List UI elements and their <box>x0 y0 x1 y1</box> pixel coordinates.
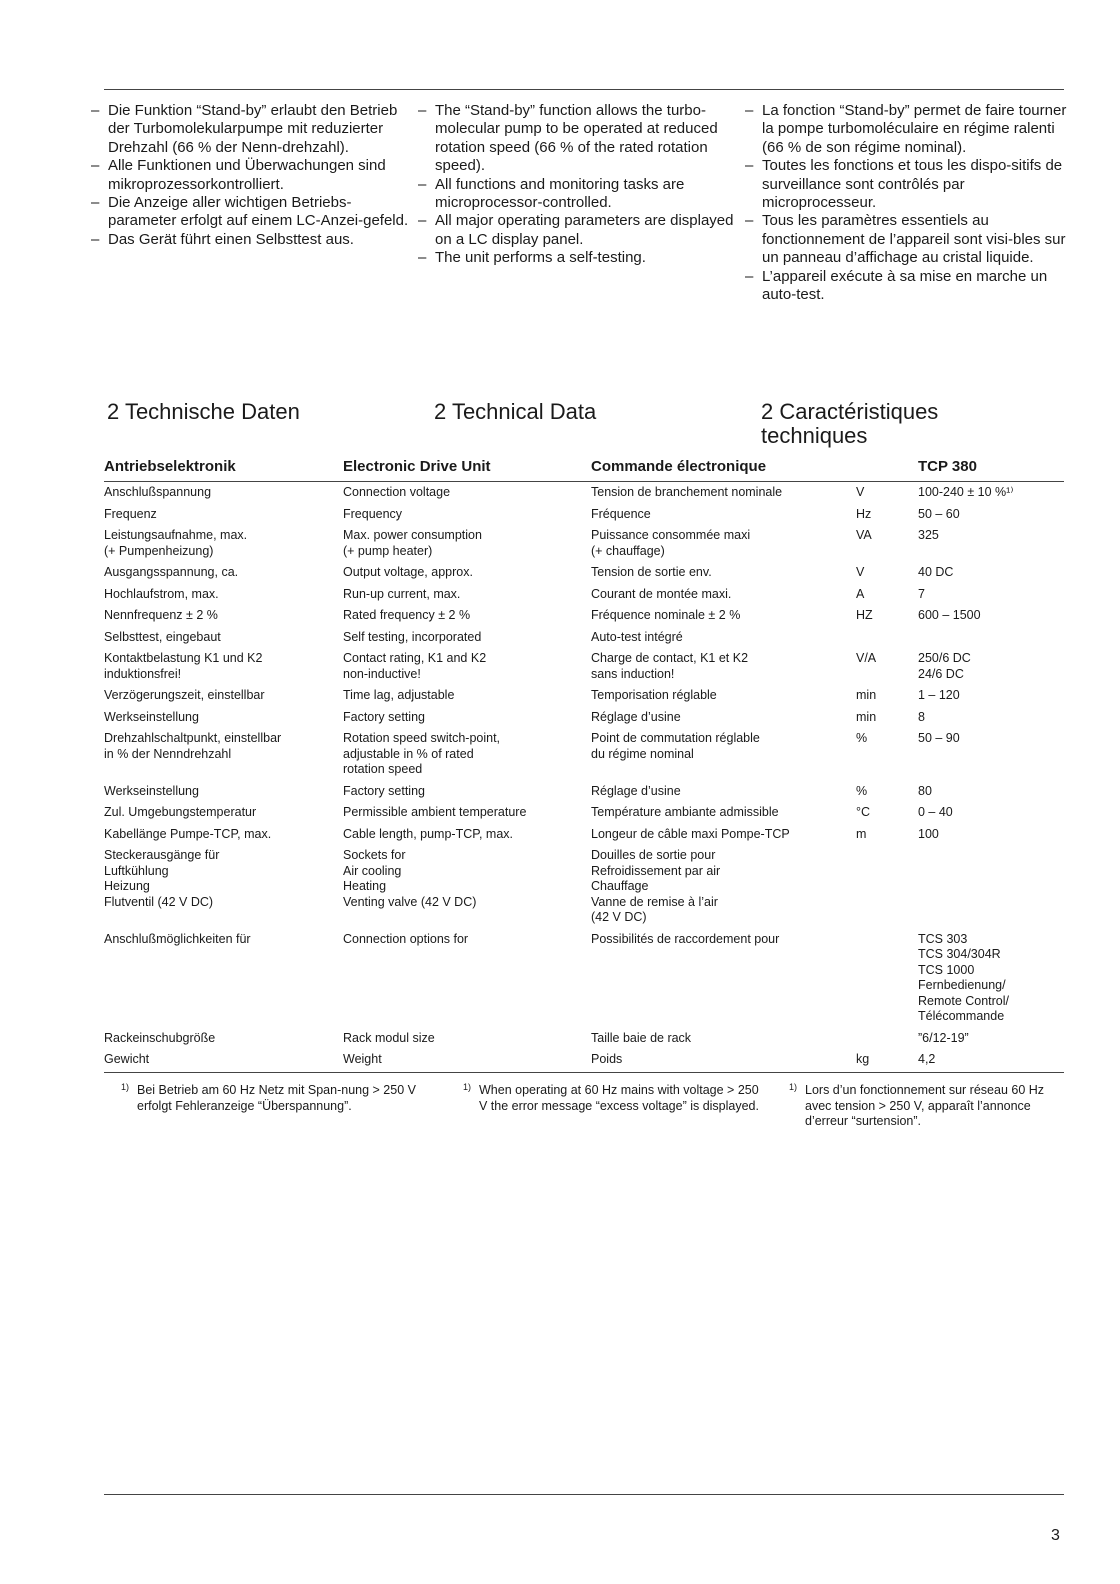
top-rule <box>104 89 1064 90</box>
cell-german: Kontaktbelastung K1 und K2 induktionsfrei! <box>104 651 263 681</box>
cell-unit: min <box>856 709 877 724</box>
bullet-text: All major operating parameters are displayed on a LC display panel. <box>435 212 734 248</box>
cell-value: 80 <box>918 783 932 798</box>
cell-unit: V <box>856 565 865 579</box>
technical-data-table <box>104 456 1064 1073</box>
cell-unit <box>856 627 918 649</box>
table-row <box>104 482 1064 504</box>
cell-unit: A <box>856 586 865 601</box>
cell-unit <box>856 1028 918 1050</box>
cell-german: Steckerausgänge für Luftkühlung Heizung Flutventil (42 V DC) <box>104 848 220 909</box>
footnote-text: Bei Betrieb am 60 Hz Netz mit Span-nung > 250 V erfolgt Fehleranzeige “Überspannung”. <box>137 1083 416 1113</box>
cell-english: Contact rating, K1 and K2 non-inductive! <box>343 651 487 681</box>
cell-value: 50 – 90 <box>918 731 960 745</box>
cell-unit: VA <box>856 528 872 542</box>
cell-value: 50 – 60 <box>918 506 960 521</box>
table-row <box>104 562 1064 584</box>
cell-german: Zul. Umgebungstemperatur <box>104 805 257 819</box>
footnote-text: Lors d’un fonctionnement sur réseau 60 Hz avec tension > 250 V, apparaît l’annonce d’erreur “surtension”. <box>805 1083 1045 1128</box>
cell-french: Fréquence <box>591 506 651 521</box>
table-row <box>104 929 1064 1028</box>
cell-unit: V <box>856 485 865 499</box>
header-french: Commande électronique <box>591 456 856 482</box>
cell-english: Rated frequency ± 2 % <box>343 608 471 622</box>
cell-german: Verzögerungszeit, einstellbar <box>104 688 265 702</box>
bullet-text: The “Stand-by” function allows the turbo-molecular pump to be operated at reduced rotation speed (66 % of the rated rotation speed). <box>435 102 718 175</box>
cell-unit: min <box>856 688 877 702</box>
cell-unit: Hz <box>856 506 872 521</box>
header-german: Antriebselektronik <box>104 456 343 482</box>
bullets-german <box>91 102 411 249</box>
cell-german: Rackeinschubgröße <box>104 1030 216 1045</box>
cell-value: 0 – 40 <box>918 805 953 819</box>
cell-french: Température ambiante admissible <box>591 805 779 819</box>
cell-french: Charge de contact, K1 et K2 sans induction! <box>591 651 749 681</box>
cell-french: Poids <box>591 1049 856 1072</box>
bullet-text: Toutes les fonctions et tous les dispo-sitifs de surveillance sont contrôlés par microprocesseur. <box>762 157 1063 212</box>
cell-german: Drehzahlschaltpunkt, einstellbar in % der Nenndrehzahl <box>104 731 282 761</box>
cell-value: 4,2 <box>918 1049 1064 1072</box>
table-row <box>104 525 1064 562</box>
bullet-item: – Tous les paramètres essentiels au fonctionnement de l’appareil sont visi-bles sur un panneau d’affichage au cristal liquide. <box>745 212 1066 267</box>
table-row <box>104 728 1064 781</box>
bullets-french <box>745 102 1070 304</box>
cell-english: Connection options for <box>343 931 469 946</box>
table-row <box>104 685 1064 707</box>
cell-value: 40 DC <box>918 565 954 579</box>
table-row <box>104 504 1064 526</box>
cell-value: TCS 303 TCS 304/304R TCS 1000 Fernbedienung/ Remote Control/ Télécommande <box>918 931 1010 1023</box>
cell-german: Anschlußspannung <box>104 485 212 499</box>
cell-french: Auto-test intégré <box>591 629 683 644</box>
bullet-text: Das Gerät führt einen Selbsttest aus. <box>108 230 354 248</box>
cell-value: 100-240 ± 10 %¹⁾ <box>918 485 1014 499</box>
section-heading-german: 2 Technische Daten <box>107 399 300 424</box>
cell-german: Selbsttest, eingebaut <box>104 629 221 644</box>
cell-unit: °C <box>856 805 871 819</box>
cell-english: Weight <box>343 1049 591 1072</box>
cell-german: Werkseinstellung <box>104 709 199 724</box>
cell-german: Werkseinstellung <box>104 783 199 798</box>
bullet-item: – All functions and monitoring tasks are microprocessor-controlled. <box>418 175 685 212</box>
cell-value <box>918 845 1064 929</box>
footnote-french <box>789 1082 1070 1130</box>
cell-english: Rotation speed switch-point, adjustable in % of rated rotation speed <box>343 731 501 776</box>
cell-value: 100 <box>918 826 939 841</box>
bullet-item: – All major operating parameters are displayed on a LC display panel. <box>418 212 734 248</box>
table-row <box>104 1049 1064 1072</box>
cell-german: Leistungsaufnahme, max. (+ Pumpenheizung) <box>104 528 248 558</box>
footnote-text: When operating at 60 Hz mains with voltage > 250 V the error message “excess voltage” is displayed. <box>479 1083 759 1113</box>
cell-unit: % <box>856 783 868 798</box>
bullet-text: Die Funktion “Stand-by” erlaubt den Betrieb der Turbomolekularpumpe mit reduzierter Drehzahl (66 % der Nenn-drehzahl). <box>108 102 398 156</box>
bullet-text: All functions and monitoring tasks are microprocessor-controlled. <box>435 175 685 212</box>
cell-french: Réglage d’usine <box>591 709 681 724</box>
table-row <box>104 627 1064 649</box>
cell-unit: HZ <box>856 608 873 622</box>
header-model: TCP 380 <box>918 456 1064 482</box>
cell-value: 325 <box>918 528 939 542</box>
cell-value: 250/6 DC 24/6 DC <box>918 651 971 681</box>
cell-german: Hochlaufstrom, max. <box>104 586 219 601</box>
table-row <box>104 802 1064 824</box>
cell-english: Sockets for Air cooling Heating Venting valve (42 V DC) <box>343 848 477 909</box>
cell-english: Cable length, pump-TCP, max. <box>343 826 513 841</box>
cell-english: Permissible ambient temperature <box>343 805 527 819</box>
cell-english: Rack modul size <box>343 1030 435 1045</box>
bullet-text: L’appareil exécute à sa mise en marche un auto-test. <box>762 267 1048 304</box>
footnote-english <box>463 1082 759 1114</box>
table-row <box>104 605 1064 627</box>
cell-english: Factory setting <box>343 709 425 724</box>
table-header-row <box>104 456 1064 482</box>
header-unit <box>856 456 918 482</box>
cell-german: Ausgangsspannung, ca. <box>104 565 239 579</box>
cell-german: Kabellänge Pumpe-TCP, max. <box>104 826 272 841</box>
cell-french: Tension de branchement nominale <box>591 485 783 499</box>
cell-french: Possibilités de raccordement pour <box>591 931 780 946</box>
cell-value <box>918 627 1064 649</box>
cell-unit: % <box>856 731 868 745</box>
table-row <box>104 584 1064 606</box>
bottom-rule <box>104 1494 1064 1495</box>
bullet-item: – L’appareil exécute à sa mise en marche un auto-test. <box>745 267 1048 304</box>
cell-english: Time lag, adjustable <box>343 688 455 702</box>
cell-english: Frequency <box>343 506 403 521</box>
cell-french: Temporisation réglable <box>591 688 717 702</box>
cell-french: Taille baie de rack <box>591 1030 692 1045</box>
cell-french: Courant de montée maxi. <box>591 586 732 601</box>
footnote-marker: 1) <box>121 1082 130 1092</box>
table-row <box>104 707 1064 729</box>
cell-english: Self testing, incorporated <box>343 629 482 644</box>
bullet-item: – Das Gerät führt einen Selbsttest aus. <box>91 230 354 248</box>
cell-unit: m <box>856 826 867 841</box>
cell-french: Puissance consommée maxi (+ chauffage) <box>591 528 751 558</box>
cell-value: 8 <box>918 709 925 724</box>
cell-german: Nennfrequenz ± 2 % <box>104 608 218 622</box>
cell-unit <box>856 929 918 1028</box>
bullet-item: – Toutes les fonctions et tous les dispo-sitifs de surveillance sont contrôlés par microprocesseur. <box>745 157 1063 212</box>
cell-english: Max. power consumption (+ pump heater) <box>343 528 482 558</box>
bullet-text: The unit performs a self-testing. <box>435 249 646 267</box>
table-row <box>104 648 1064 685</box>
bullet-item: – Die Anzeige aller wichtigen Betriebs-parameter erfolgt auf einem LC-Anzei-gefeld. <box>91 194 409 230</box>
bullet-item: – La fonction “Stand-by” permet de faire tourner la pompe turbomoléculaire en régime ralenti (66 % de son régime nominal). <box>745 102 1067 156</box>
cell-english: Run-up current, max. <box>343 586 461 601</box>
cell-english: Connection voltage <box>343 485 451 499</box>
cell-value: 600 – 1500 <box>918 608 981 622</box>
table-row <box>104 781 1064 803</box>
page-number: 3 <box>1051 1527 1060 1544</box>
bullet-item: – The “Stand-by” function allows the turbo-molecular pump to be operated at reduced rotation speed (66 % of the rated rotation speed). <box>418 102 718 175</box>
section-heading-french: 2 Caractéristiques techniques <box>761 399 939 448</box>
bullets-english <box>418 102 743 268</box>
cell-french: Douilles de sortie pour Refroidissement par air Chauffage Vanne de remise à l’air (42 V DC) <box>591 848 721 924</box>
table-row <box>104 845 1064 929</box>
cell-french: Point de commutation réglable du régime nominal <box>591 731 760 761</box>
bullet-text: Die Anzeige aller wichtigen Betriebs-parameter erfolgt auf einem LC-Anzei-gefeld. <box>108 194 409 230</box>
bullet-item: – Die Funktion “Stand-by” erlaubt den Betrieb der Turbomolekularpumpe mit reduzierter Drehzahl (66 % der Nenn-drehzahl). <box>91 102 398 156</box>
cell-unit: kg <box>856 1049 918 1072</box>
cell-french: Longeur de câble maxi Pompe-TCP <box>591 826 790 841</box>
cell-french: Fréquence nominale ± 2 % <box>591 608 741 622</box>
table-row <box>104 1028 1064 1050</box>
bullet-text: Tous les paramètres essentiels au fonctionnement de l’appareil sont visi-bles sur un panneau d’affichage au cristal liquide. <box>762 212 1066 267</box>
footnote-german <box>121 1082 417 1114</box>
bullet-item: – Alle Funktionen und Überwachungen sind mikroprozessorkontrolliert. <box>91 157 386 193</box>
bullet-text: Alle Funktionen und Überwachungen sind mikroprozessorkontrolliert. <box>108 157 386 193</box>
cell-unit <box>856 845 918 929</box>
cell-german: Gewicht <box>104 1049 343 1072</box>
footnote-marker: 1) <box>463 1082 472 1092</box>
bullet-text: La fonction “Stand-by” permet de faire tourner la pompe turbomoléculaire en régime ralenti (66 % de son régime nominal). <box>762 102 1067 156</box>
cell-value: 1 – 120 <box>918 688 960 702</box>
header-english: Electronic Drive Unit <box>343 456 591 482</box>
cell-unit: V/A <box>856 651 877 665</box>
cell-english: Output voltage, approx. <box>343 565 473 579</box>
cell-value: 7 <box>918 586 925 601</box>
cell-german: Frequenz <box>104 506 157 521</box>
cell-english: Factory setting <box>343 783 425 798</box>
table-row <box>104 824 1064 846</box>
footnote-marker: 1) <box>789 1082 798 1092</box>
cell-french: Tension de sortie env. <box>591 565 712 579</box>
bullet-item: – The unit performs a self-testing. <box>418 249 646 267</box>
cell-french: Réglage d’usine <box>591 783 681 798</box>
table-body <box>104 482 1064 1073</box>
section-heading-english: 2 Technical Data <box>434 399 597 424</box>
cell-german: Anschlußmöglichkeiten für <box>104 931 251 946</box>
cell-value: ”6/12-19” <box>918 1030 969 1045</box>
